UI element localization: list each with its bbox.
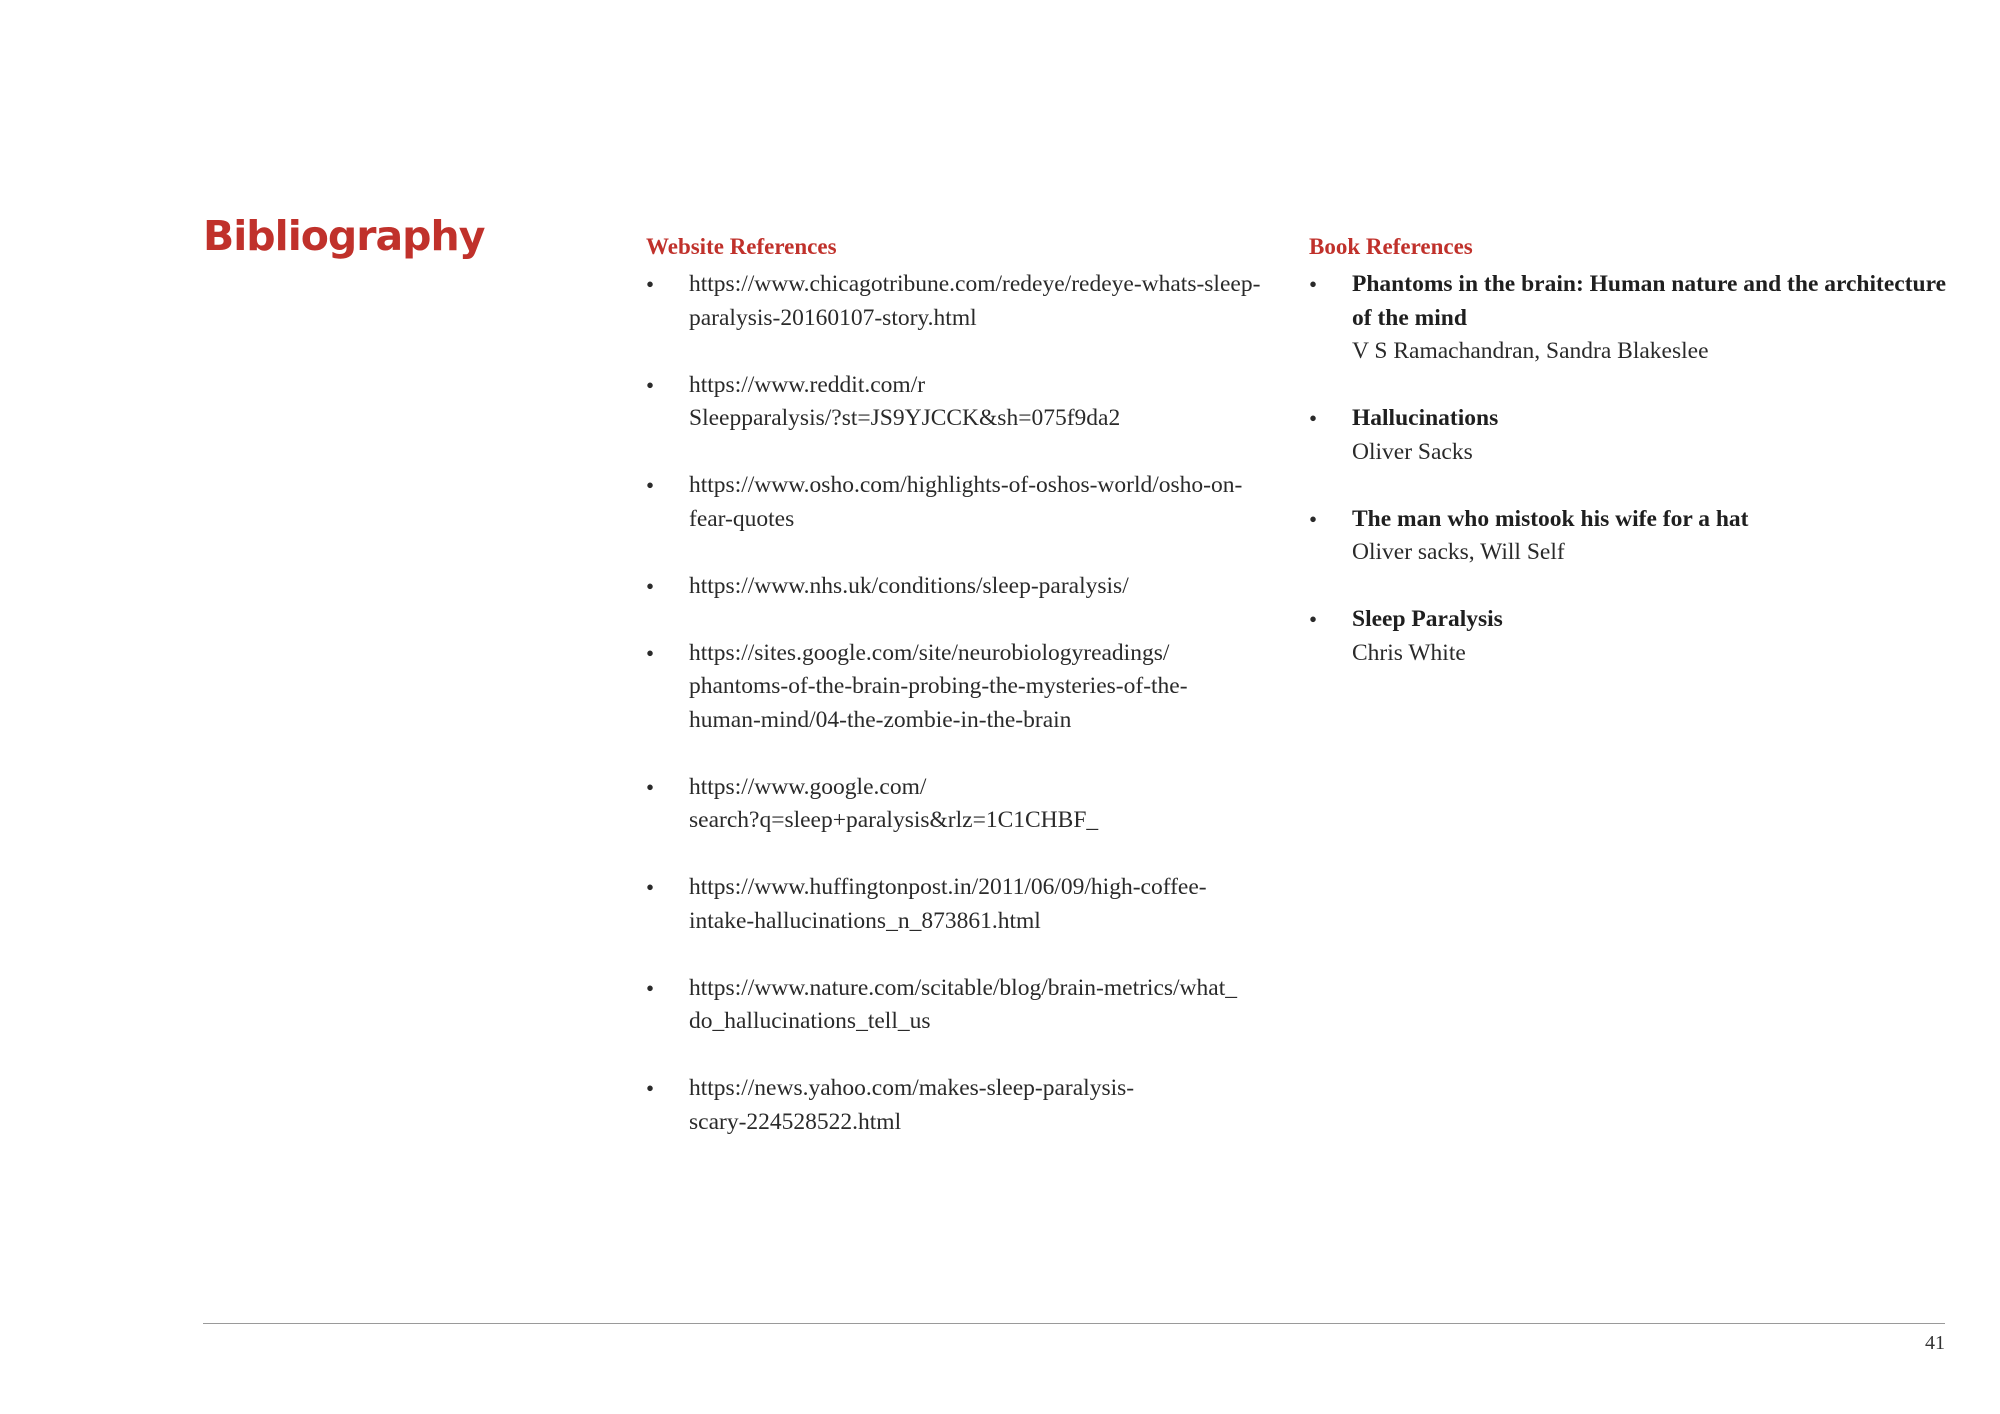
website-reference-item [646,972,1286,1039]
page-title: Bibliography [203,212,485,260]
website-reference-item [646,369,1286,436]
reference-url-line[interactable]: https://www.chicagotribune.com/redeye/redeye-whats-sleep- [689,271,1261,297]
bullet-icon: • [646,372,655,398]
bullet-icon: • [646,975,655,1001]
bullet-icon: • [646,774,655,800]
book-title-line: Sleep Paralysis [1352,606,1503,632]
book-title-line: Phantoms in the brain: Human nature and the architecture [1352,271,1947,297]
bullet-icon: • [1309,406,1318,431]
reference-url-line[interactable]: https://www.reddit.com/r [689,371,926,398]
bullet-icon: • [646,640,655,666]
book-author: Chris White [1352,639,1466,666]
website-reference-item [646,637,1286,738]
bullet-icon: • [646,1076,655,1101]
website-references-heading: Website References [646,234,837,259]
reference-url-line[interactable]: phantoms-of-the-brain-probing-the-mysteries-of-the- [689,673,1188,699]
book-references-heading: Book References [1309,234,1473,259]
website-reference-item [646,871,1286,938]
book-title-line: Hallucinations [1352,405,1499,431]
footer-divider [203,1323,1945,1324]
book-references-list [1309,268,1959,670]
book-author: Oliver Sacks [1352,438,1473,465]
reference-url-line[interactable]: paralysis-20160107-story.html [689,304,977,331]
reference-url-line[interactable]: human-mind/04-the-zombie-in-the-brain [689,706,1072,733]
book-reference-item [1309,402,1959,469]
book-reference-item [1309,268,1959,369]
reference-url-line[interactable]: search?q=sleep+paralysis&rlz=1C1CHBF_ [689,807,1099,833]
reference-url-line[interactable]: https://www.nature.com/scitable/blog/brain-metrics/what_ [689,974,1237,1001]
page-number: 41 [1925,1332,1945,1354]
bullet-icon: • [1309,272,1318,297]
book-reference-item [1309,503,1959,570]
bullet-icon: • [646,875,655,900]
website-references-list [646,268,1286,1139]
reference-url-line[interactable]: fear-quotes [689,505,795,532]
reference-url-line[interactable]: https://sites.google.com/site/neurobiologyreadings/ [689,639,1170,666]
book-reference-item [1309,603,1959,670]
bullet-icon: • [646,473,655,498]
reference-url-line[interactable]: https://www.nhs.uk/conditions/sleep-paralysis/ [689,572,1129,599]
reference-url-line[interactable]: https://www.osho.com/highlights-of-oshos-world/osho-on- [689,472,1243,498]
bullet-icon: • [1309,607,1318,632]
reference-url-line[interactable]: https://news.yahoo.com/makes-sleep-paralysis- [689,1075,1135,1101]
website-reference-item [646,771,1286,838]
website-reference-item [646,268,1286,335]
reference-url-line[interactable]: scary-224528522.html [689,1108,902,1135]
bullet-icon: • [646,573,655,599]
website-reference-item [646,1072,1286,1139]
book-title-line: of the mind [1352,304,1467,331]
reference-url-line[interactable]: https://www.google.com/ [689,773,927,800]
book-author: Oliver sacks, Will Self [1352,539,1565,565]
reference-url-line[interactable]: https://www.huffingtonpost.in/2011/06/09/high-coffee- [689,874,1207,900]
website-reference-item [646,469,1286,536]
website-references-section [646,230,1286,1173]
book-title-line: The man who mistook his wife for a hat [1352,505,1749,532]
book-references-section [1309,230,1959,704]
bullet-icon: • [1309,506,1318,532]
reference-url-line[interactable]: intake-hallucinations_n_873861.html [689,907,1041,934]
bullet-icon: • [646,272,655,297]
reference-url-line[interactable]: Sleepparalysis/?st=JS9YJCCK&sh=075f9da2 [689,405,1121,431]
reference-url-line[interactable]: do_hallucinations_tell_us [689,1008,931,1034]
website-reference-item [646,570,1286,604]
book-author: V S Ramachandran, Sandra Blakeslee [1352,338,1709,364]
